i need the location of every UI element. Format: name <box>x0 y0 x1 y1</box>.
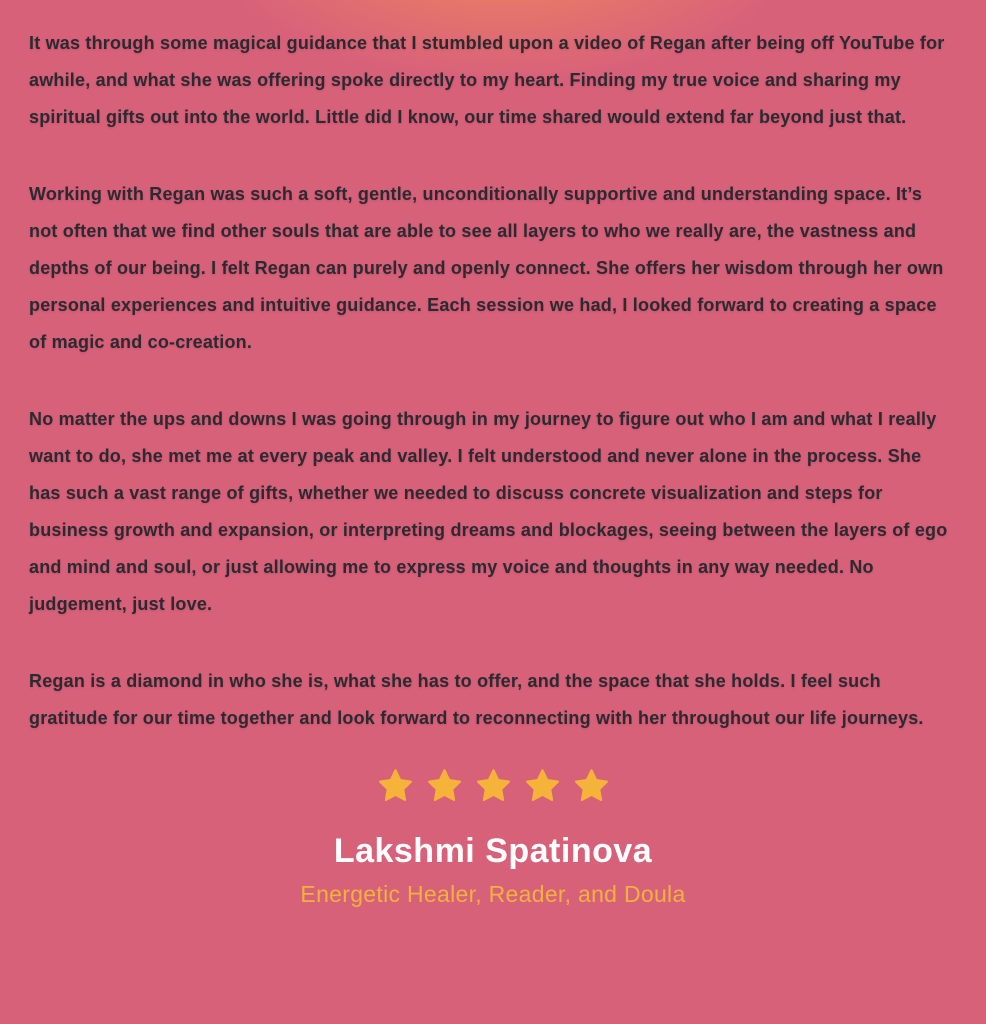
author-role: Energetic Healer, Reader, and Doula <box>300 881 686 907</box>
star-icon <box>575 769 608 801</box>
testimonial-paragraph: Regan is a diamond in who she is, what she has to offer, and the space that she holds. I feel such gratitude for our time together and look forward to reconnecting with her throughout our life journeys. <box>29 671 924 728</box>
star-rating <box>0 769 986 801</box>
star-icon <box>526 769 559 801</box>
star-icon <box>379 769 412 801</box>
testimonial-paragraph: No matter the ups and downs I was going through in my journey to figure out who I am and what I really want to do, she met me at every peak and valley. I felt understood and never alone in the process. She has such a vast range of gifts, whether we needed to discuss concrete visualization and steps for business growth and expansion, or interpreting dreams and blockages, seeing between the layers of ego and mind and soul, or just allowing me to express my voice and thoughts in any way needed. No judgement, just love. <box>29 409 948 614</box>
testimonial-paragraph: It was through some magical guidance that I stumbled upon a video of Regan after being off YouTube for awhile, and what she was offering spoke directly to my heart. Finding my true voice and sharing my spiritual gifts out into the world. Little did I know, our time shared would extend far beyond just that. <box>29 33 945 127</box>
author-name: Lakshmi Spatinova <box>333 832 653 870</box>
star-icon <box>428 769 461 801</box>
testimonial-paragraph: Working with Regan was such a soft, gentle, unconditionally supportive and understanding space. It’s not often that we find other souls that are able to see all layers to who we really are, the vastness and depths of our being. I felt Regan can purely and openly connect. She offers her wisdom through her own personal experiences and intuitive guidance. Each session we had, I looked forward to creating a space of magic and co-creation. <box>29 184 944 352</box>
star-icon <box>477 769 510 801</box>
